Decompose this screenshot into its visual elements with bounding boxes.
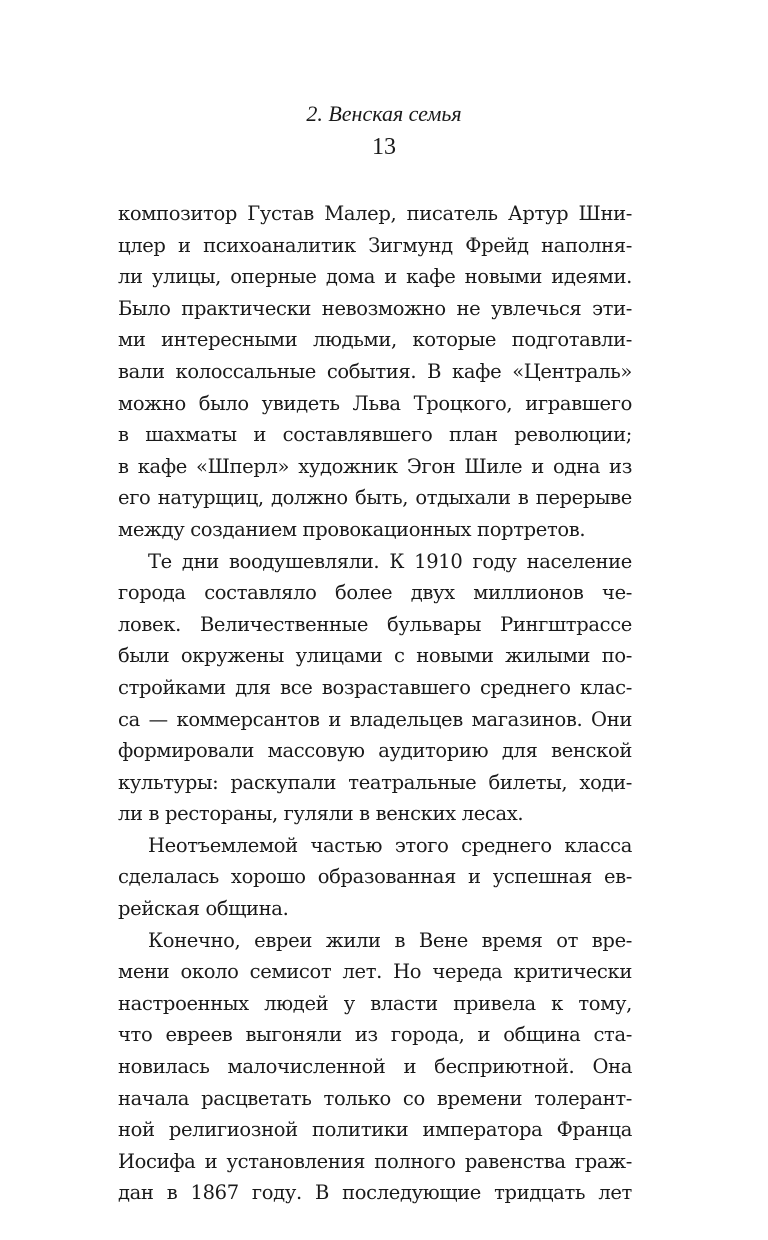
text-line: рейская община. [118,897,289,921]
running-title: 2. Венская семья [306,101,462,126]
text-line: вали колоссальные события. В кафе «Централь» [118,359,632,383]
text-line: ли улицы, оперные дома и кафе новыми идеями. [118,265,632,289]
text-line: Было практически невозможно не увлечься эти- [118,296,632,320]
text-line: можно было увидеть Льва Троцкого, игравшего [118,391,632,415]
text-line: сделалась хорошо образованная и успешная ев- [118,865,632,889]
body-text [118,198,632,1209]
text-line: в кафе «Шперл» художник Эгон Шиле и одна из [118,454,632,478]
text-line: были окружены улицами с новыми жилыми по- [118,644,632,668]
text-line: ной религиозной политики императора Франца [118,1118,632,1142]
text-line: са — коммерсантов и владельцев магазинов. Они [118,707,632,731]
text-line: Те дни воодушевляли. К 1910 году население [148,549,632,573]
text-line: культуры: раскупали театральные билеты, ходи- [118,770,632,794]
text-line: мени около семисот лет. Но череда критически [118,960,632,984]
text-line: цлер и психоаналитик Зигмунд Фрейд наполня- [118,233,632,257]
text-line: формировали массовую аудиторию для венской [118,739,632,763]
text-line: композитор Густав Малер, писатель Артур Шни- [118,202,632,225]
text-line: между созданием провокационных портретов. [118,517,586,541]
text-line: его натурщиц, должно быть, отдыхали в перерыве [118,486,632,510]
text-line: Иосифа и установления полного равенства граж- [118,1149,632,1173]
text-line: новилась малочисленной и бесприютной. Она [118,1055,632,1079]
text-line: начала расцветать только со времени толерант- [118,1086,632,1110]
text-line: города составляло более двух миллионов че- [118,581,632,605]
text-line: Конечно, евреи жили в Вене время от вре- [148,928,632,952]
text-line: стройками для все возраставшего среднего клас- [118,675,632,699]
text-line: ловек. Величественные бульвары Рингштрассе [118,612,632,636]
text-line: ли в рестораны, гуляли в венских лесах. [118,802,524,826]
text-line: Неотъемлемой частью этого среднего класса [148,833,632,857]
text-line: в шахматы и составлявшего план революции; [118,423,632,447]
text-line: ми интересными людьми, которые подготавли- [118,328,632,352]
text-line: дан в 1867 году. В последующие тридцать лет [118,1181,632,1205]
page-number: 13 [372,134,396,160]
text-line: настроенных людей у власти привела к тому, [118,991,632,1015]
text-line: что евреев выгоняли из города, и община ста- [118,1023,632,1047]
